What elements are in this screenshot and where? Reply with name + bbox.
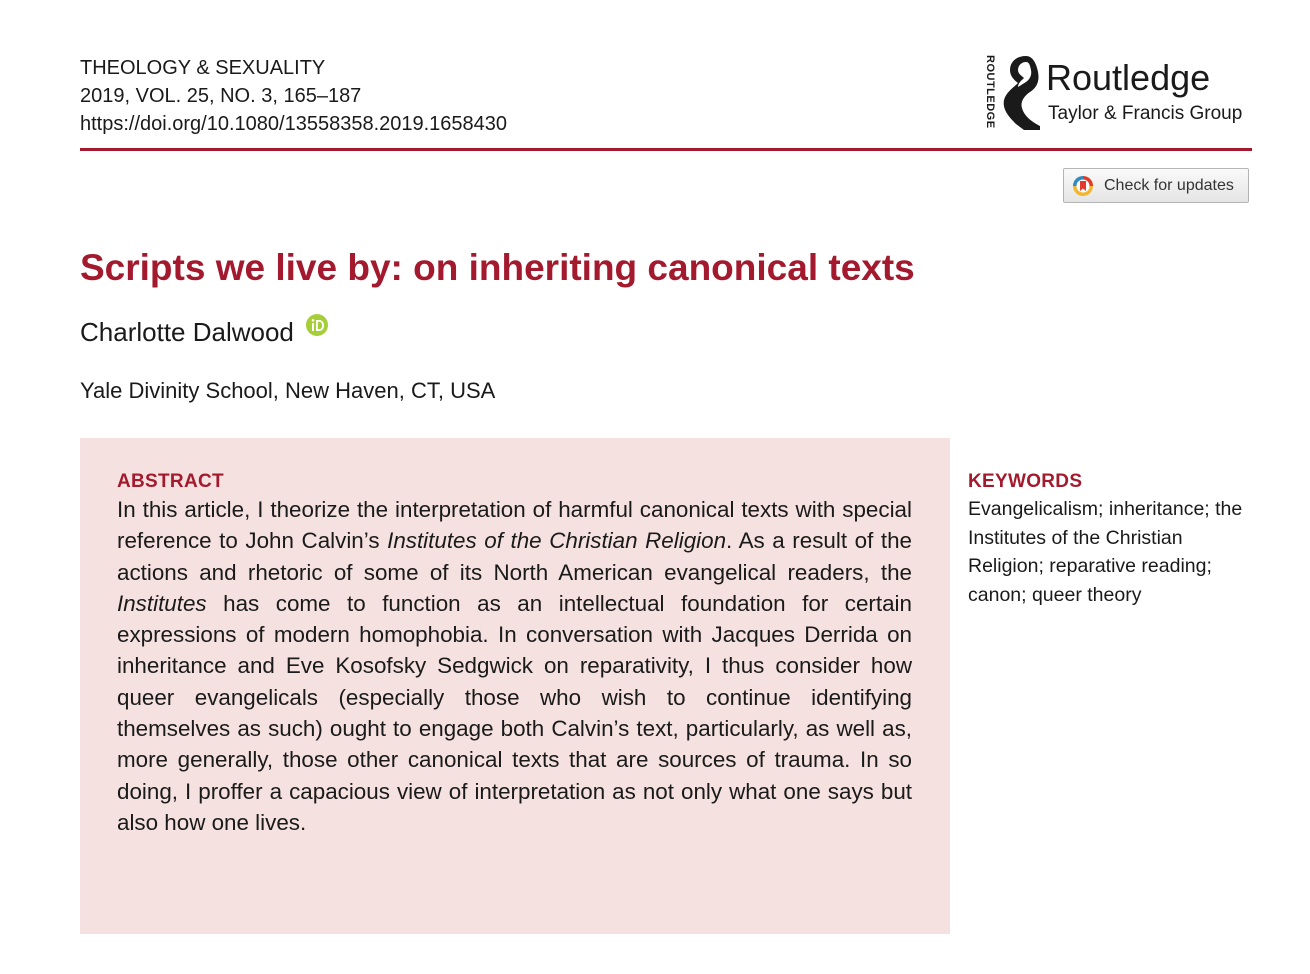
abstract-text-part: has come to function as an intellectual foundation for certain expressions of modern homophobia. In conversation with Jacques Derrida on inheritance and Eve Kosofsky Sedgwick on reparativity, I thus consider how queer evangelicals (especially those who wish to continue identifying themselves as such) ought to engage both Calvin’s text, particularly, as well as, more generally, those other canonical texts that are sources of trauma. In so doing, I proffer a capacious view of interpretation as not only what one says but also how one lives. — [117, 590, 912, 835]
routledge-head-icon — [996, 52, 1042, 132]
journal-citation: 2019, VOL. 25, NO. 3, 165–187 — [80, 85, 362, 107]
abstract-text-part: In this article, I theorize the interpretation of harmful canonical texts with special reference to John Calvin’s — [117, 497, 912, 554]
check-for-updates-button[interactable] — [1063, 168, 1249, 203]
author-line — [80, 314, 328, 350]
publisher-vertical-label: ROUTLEDGE — [984, 55, 996, 129]
journal-name: THEOLOGY & SEXUALITY — [80, 57, 326, 79]
journal-doi-link[interactable]: https://doi.org/10.1080/13558358.2019.1658430 — [80, 113, 508, 135]
check-for-updates-label: Check for updates — [1104, 176, 1234, 194]
abstract-text-part: . As a result of the actions and rhetoric of some of its North American evangelical readers, the — [117, 528, 912, 585]
publisher-group: Taylor & Francis Group — [1048, 103, 1243, 124]
keywords-list: Evangelicalism; inheritance; the Institutes of the Christian Religion; reparative reading; canon; queer theory — [968, 498, 1243, 606]
author-affiliation: Yale Divinity School, New Haven, CT, USA — [80, 378, 496, 403]
abstract-panel — [80, 438, 950, 934]
abstract-heading: ABSTRACT — [117, 471, 224, 492]
author-name[interactable]: Charlotte Dalwood — [80, 317, 294, 347]
header-divider — [80, 148, 1252, 151]
publisher-logo — [978, 52, 1258, 132]
journal-info — [80, 54, 507, 138]
abstract-text-italic: Institutes of the Christian Religion — [387, 528, 727, 554]
publisher-name: Routledge — [1046, 57, 1211, 98]
orcid-icon[interactable] — [306, 314, 328, 336]
abstract-text-italic: Institutes — [117, 590, 207, 616]
article-title: Scripts we live by: on inheriting canonical texts — [80, 247, 915, 288]
check-for-updates-icon — [1072, 175, 1094, 197]
abstract-text — [117, 494, 912, 838]
keywords-heading: KEYWORDS — [968, 471, 1083, 492]
